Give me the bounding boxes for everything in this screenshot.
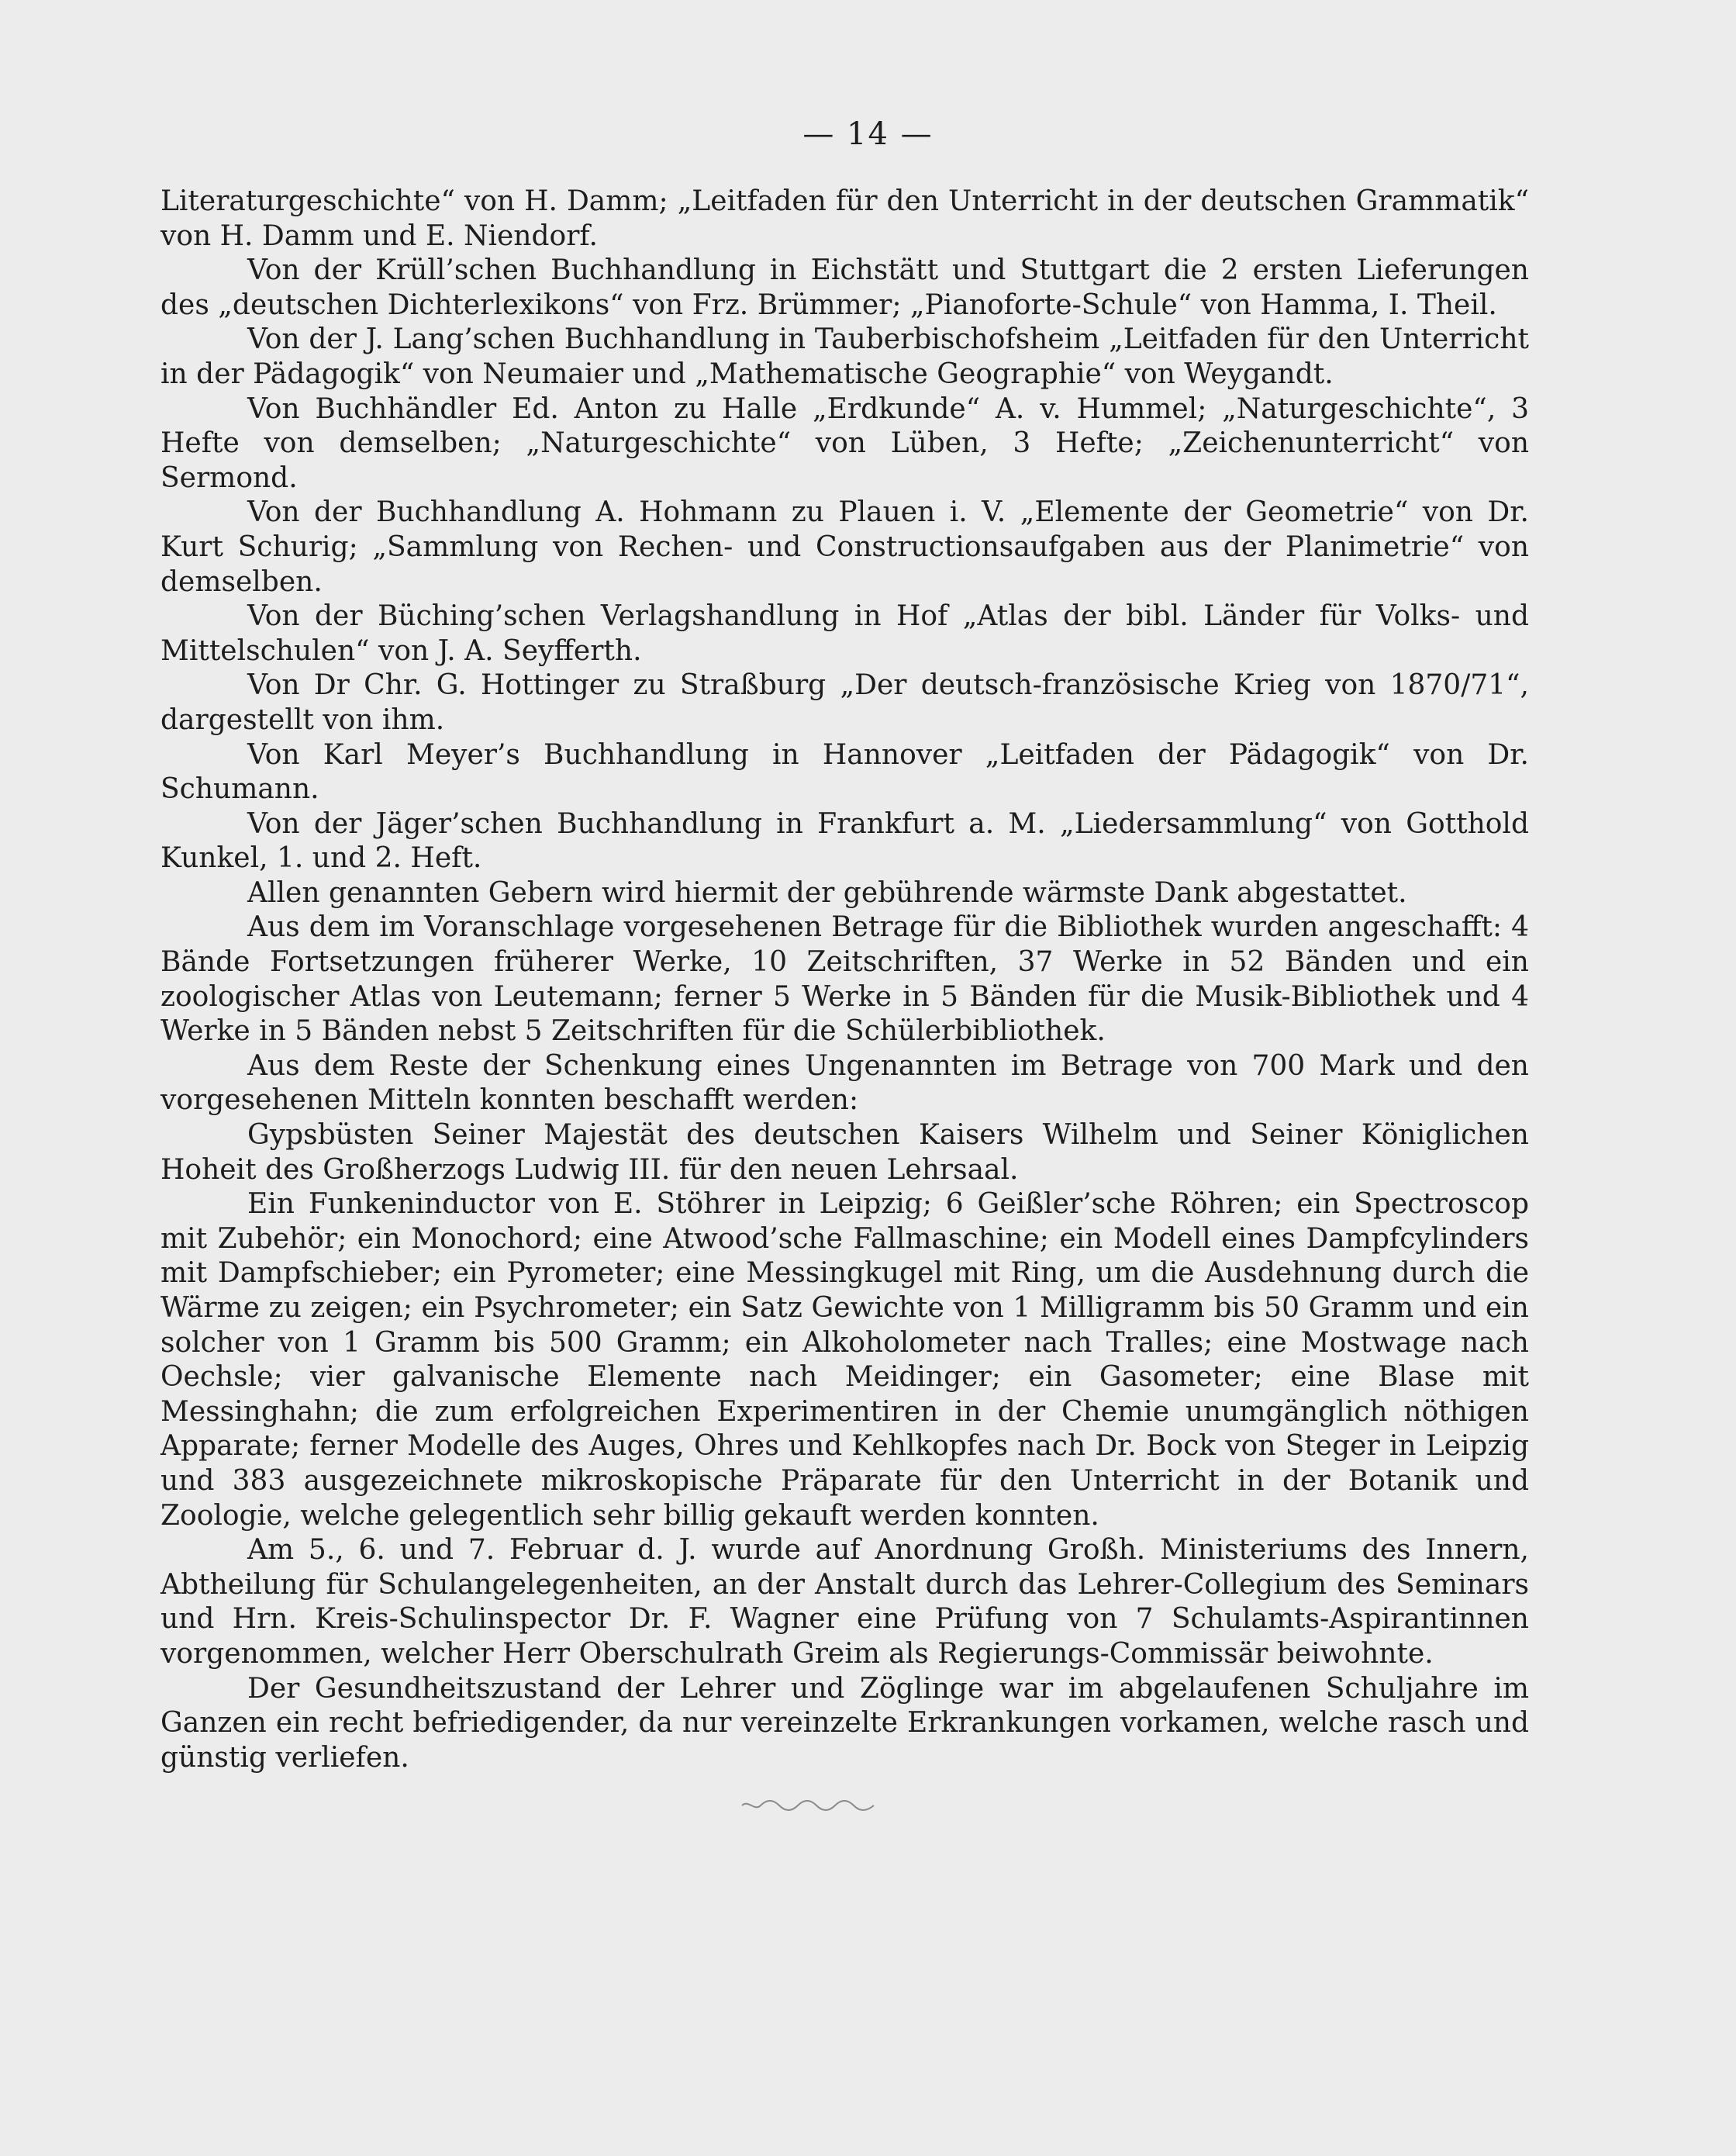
paragraph-2: Von der Krüll’schen Buchhandlung in Eichstätt und Stuttgart die 2 ersten Lieferungen des „deutschen Dichterlexikons“ von Frz. Brümmer; „Pianoforte-Schule“ von Hamma, I. Theil. [160,254,1529,321]
paragraph-8: Von Karl Meyer’s Buchhandlung in Hannover „Leitfaden der Pädagogik“ von Dr. Schumann. [160,738,1529,806]
paragraph-15: Am 5., 6. und 7. Februar d. J. wurde auf Anordnung Großh. Ministeriums des Innern, Abtheilung für Schulangelegenheiten, an der Anstalt durch das Lehrer-Collegium des Seminars und Hrn. Kreis-Schulinspector Dr. F. Wagner eine Prüfung von 7 Schulamts-Aspirantinnen vorgenommen, welcher Herr Oberschulrath Greim als Regierungs-Commissär beiwohnte. [160,1534,1529,1670]
paragraph-11: Aus dem im Voranschlage vorgesehenen Betrage für die Bibliothek wurden angeschafft: 4 Bände Fortsetzungen früherer Werke, 10 Zeitschriften, 37 Werke in 52 Bänden und ein zoologischer Atlas von Leutemann; ferner 5 Werke in 5 Bänden für die Musik-Bibliothek und 4 Werke in 5 Bänden nebst 5 Zeitschriften für die Schülerbibliothek. [160,911,1529,1048]
paragraph-12: Aus dem Reste der Schenkung eines Ungenannten im Betrage von 700 Mark und den vorgesehenen Mitteln konnten beschafft werden: [160,1049,1529,1117]
end-ornament [740,1796,876,1815]
page-number: — 14 — [802,116,934,152]
paragraph-16: Der Gesundheitszustand der Lehrer und Zöglinge war im abgelaufenen Schuljahre im Ganzen ein recht befriedigender, da nur vereinzelte Erkrankungen vorkamen, welche rasch und günstig verliefen. [160,1672,1529,1774]
paragraph-7: Von Dr Chr. G. Hottinger zu Straßburg „Der deutsch-französische Krieg von 1870/71“, dargestellt von ihm. [160,669,1529,736]
paragraph-1: Literaturgeschichte“ von H. Damm; „Leitfaden für den Unterricht in der deutschen Grammatik“ von H. Damm und E. Niendorf. [160,185,1529,252]
body-text [160,185,1529,1775]
paragraph-14: Ein Funkeninductor von E. Stöhrer in Leipzig; 6 Geißler’sche Röhren; ein Spectroscop mit Zubehör; ein Monochord; eine Atwood’sche Fallmaschine; ein Modell eines Dampfcylinders mit Dampfschieber; ein Pyrometer; eine Messingkugel mit Ring, um die Ausdehnung durch die Wärme zu zeigen; ein Psychrometer; ein Satz Gewichte von 1 Milligramm bis 50 Gramm und ein solcher von 1 Gramm bis 500 Gramm; ein Alkoholometer nach Tralles; eine Mostwage nach Oechsle; vier galvanische Elemente nach Meidinger; ein Gasometer; eine Blase mit Messinghahn; die zum erfolgreichen Experimentiren in der Chemie unumgänglich nöthigen Apparate; ferner Modelle des Auges, Ohres und Kehlkopfes nach Dr. Bock von Steger in Leipzig und 383 ausgezeichnete mikroskopische Präparate für den Unterricht in der Botanik und Zoologie, welche gelegentlich sehr billig gekauft werden konnten. [160,1188,1529,1532]
paragraph-10: Allen genannten Gebern wird hiermit der gebührende wärmste Dank abgestattet. [247,876,1407,909]
paragraph-3: Von der J. Lang’schen Buchhandlung in Tauberbischofsheim „Leitfaden für den Unterricht in der Pädagogik“ von Neumaier und „Mathematische Geographie“ von Weygandt. [160,323,1529,390]
paragraph-9: Von der Jäger’schen Buchhandlung in Frankfurt a. M. „Liedersammlung“ von Gotthold Kunkel, 1. und 2. Heft. [160,807,1529,875]
paragraph-6: Von der Büching’schen Verlagshandlung in Hof „Atlas der bibl. Länder für Volks- und Mittelschulen“ von J. A. Seyfferth. [160,600,1529,667]
paragraph-5: Von der Buchhandlung A. Hohmann zu Plauen i. V. „Elemente der Geometrie“ von Dr. Kurt Schurig; „Sammlung von Rechen- und Constructionsaufgaben aus der Planimetrie“ von demselben. [160,496,1529,598]
paragraph-13: Gypsbüsten Seiner Majestät des deutschen Kaisers Wilhelm und Seiner Königlichen Hoheit des Großherzogs Ludwig III. für den neuen Lehrsaal. [160,1119,1529,1186]
paragraph-4: Von Buchhändler Ed. Anton zu Halle „Erdkunde“ A. v. Hummel; „Naturgeschichte“, 3 Hefte von demselben; „Naturgeschichte“ von Lüben, 3 Hefte; „Zeichenunterricht“ von Sermond. [160,392,1529,494]
